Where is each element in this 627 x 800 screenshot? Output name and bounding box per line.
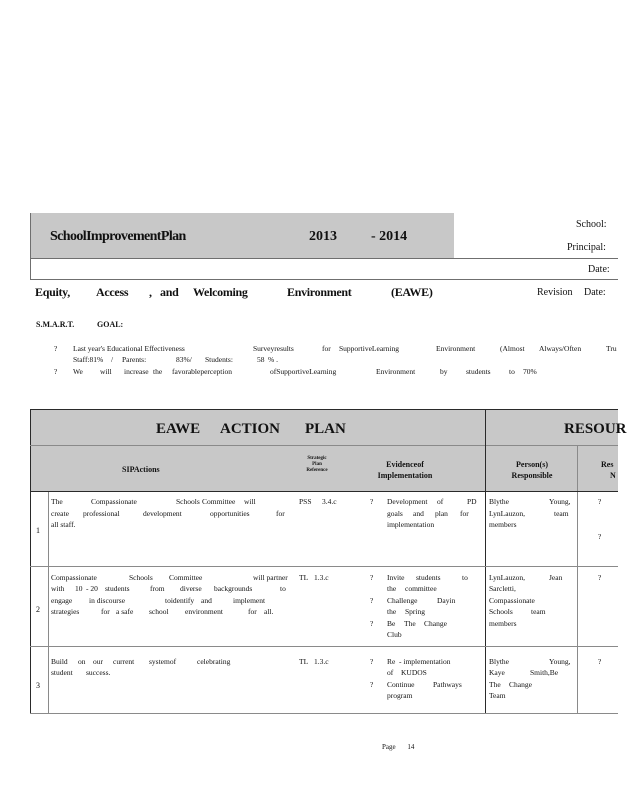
goal-text: % .	[268, 355, 278, 364]
school-label: School:	[576, 219, 607, 230]
reference-text: 1.3.c	[314, 573, 329, 582]
person-text: Change	[509, 680, 532, 689]
header-line: Plan	[312, 462, 322, 467]
goal-text: Students:	[205, 355, 233, 364]
bullet-icon: ?	[54, 367, 58, 376]
table-title-word: PLAN	[305, 421, 346, 437]
principal-label: Principal:	[567, 242, 606, 253]
bullet-icon: ?	[370, 680, 374, 689]
smart-label: S.M.A.R.T.	[36, 320, 75, 329]
evidence-text: the	[387, 584, 397, 593]
table-border	[30, 445, 486, 446]
evidence-text: plan	[435, 509, 448, 518]
goal-text: favorableperception	[172, 367, 232, 376]
table-border	[486, 445, 618, 446]
bullet-icon: ?	[54, 344, 58, 353]
action-text: Build	[51, 657, 68, 666]
evidence-text: and	[413, 509, 424, 518]
action-text: students	[105, 584, 130, 593]
action-text: on	[78, 657, 86, 666]
header-line: Strategic	[307, 456, 327, 461]
header-line: Person(s)	[516, 460, 548, 469]
header-line: Evidenceof	[386, 460, 424, 469]
section-title-word: Access	[96, 285, 129, 299]
header-line: Responsible	[511, 471, 553, 480]
goal-text: Surveyresults	[253, 344, 294, 353]
action-text: for	[101, 607, 110, 616]
action-text: will partner	[253, 573, 288, 582]
person-text: members	[489, 520, 517, 529]
bullet-icon: ?	[598, 573, 602, 582]
evidence-text: - implementation	[399, 657, 451, 666]
evidence-text: for	[460, 509, 469, 518]
evidence-text: Re	[387, 657, 396, 666]
column-header-person	[490, 459, 574, 481]
action-text: Schools	[129, 573, 153, 582]
action-text: student	[51, 668, 73, 677]
action-text: all staff.	[51, 520, 76, 529]
date-label: Date:	[588, 264, 610, 275]
action-text: - 20	[86, 584, 98, 593]
evidence-text: Pathways	[433, 680, 462, 689]
goal-text: Always/Often	[539, 344, 582, 353]
table-border	[30, 646, 618, 647]
resources-title: RESOUR	[564, 421, 627, 437]
action-text: development	[143, 509, 182, 518]
page-footer	[382, 743, 414, 751]
row-number: 3	[36, 681, 40, 690]
column-header-actions: SIPActions	[122, 465, 160, 474]
goal-text: 70%	[523, 367, 537, 376]
bullet-icon: ?	[370, 573, 374, 582]
page-label: Page	[382, 743, 396, 751]
action-text: Committee	[169, 573, 203, 582]
bullet-icon: ?	[370, 619, 374, 628]
bullet-icon: ?	[598, 657, 602, 666]
plan-title: SchoolImprovementPlan	[50, 229, 186, 244]
evidence-text: program	[387, 691, 413, 700]
evidence-text: Club	[387, 630, 402, 639]
goal-text: the	[153, 367, 163, 376]
evidence-text: Development	[387, 497, 428, 506]
reference-text: PSS	[299, 497, 312, 506]
row-number: 2	[36, 605, 40, 614]
person-text: Young,	[549, 657, 571, 666]
bullet-icon: ?	[370, 596, 374, 605]
person-text: Team	[489, 691, 506, 700]
action-text: and	[201, 596, 212, 605]
action-text: engage	[51, 596, 73, 605]
revision-label: Revision	[537, 287, 573, 298]
goal-text: We	[73, 367, 83, 376]
table-border	[30, 566, 618, 567]
person-text: The	[489, 680, 501, 689]
action-text: 10	[75, 584, 83, 593]
action-text: all.	[264, 607, 274, 616]
header-line: N	[610, 471, 616, 480]
action-text: will	[244, 497, 256, 506]
action-text: school	[149, 607, 169, 616]
person-text: Kaye	[489, 668, 505, 677]
evidence-text: to	[462, 573, 468, 582]
header-line: Reference	[306, 468, 328, 473]
person-text: Sarcletti,	[489, 584, 516, 593]
action-text: strategies	[51, 607, 80, 616]
table-border	[485, 409, 486, 714]
person-text: Blythe	[489, 497, 509, 506]
bullet-icon: ?	[370, 657, 374, 666]
year-start: 2013	[309, 229, 337, 244]
section-title-word: (EAWE)	[391, 285, 433, 299]
action-text: to	[280, 584, 286, 593]
action-text: backgrounds	[214, 584, 253, 593]
table-border	[30, 713, 618, 714]
action-text: celebrating	[197, 657, 231, 666]
table-title-word: ACTION	[220, 421, 281, 437]
goal-text: students	[466, 367, 491, 376]
action-text: a safe	[116, 607, 134, 616]
header-line: Res	[601, 460, 614, 469]
evidence-text: Change	[424, 619, 447, 628]
action-text: toidentify	[165, 596, 195, 605]
action-text: success.	[86, 668, 111, 677]
section-title-word: ,	[149, 285, 152, 299]
action-text: systemof	[149, 657, 177, 666]
action-text: opportunities	[210, 509, 250, 518]
evidence-text: goals	[387, 509, 403, 518]
table-title-word: EAWE	[156, 421, 201, 437]
action-text: current	[113, 657, 135, 666]
goal-text: increase	[124, 367, 149, 376]
goal-text: for	[322, 344, 331, 353]
divider	[30, 279, 618, 280]
goal-text: Environment	[436, 344, 476, 353]
evidence-text: Continue	[387, 680, 415, 689]
evidence-text: KUDOS	[401, 668, 427, 677]
person-text: LynLauzon,	[489, 509, 526, 518]
goal-text: SupportiveLearning	[339, 344, 399, 353]
evidence-text: Spring	[405, 607, 426, 616]
column-header-resources	[601, 459, 616, 481]
person-text: LynLauzon,	[489, 573, 526, 582]
evidence-text: Be	[387, 619, 396, 628]
reference-text: TL	[299, 573, 309, 582]
evidence-text: Challenge	[387, 596, 418, 605]
action-text: Compassionate	[51, 573, 97, 582]
evidence-text: students	[416, 573, 441, 582]
column-header-evidence	[355, 459, 455, 481]
header-left-border	[30, 213, 31, 279]
goal-text: by	[440, 367, 448, 376]
goal-text: 58	[257, 355, 265, 364]
person-text: Smith,Be	[530, 668, 559, 677]
evidence-text: PD	[467, 497, 477, 506]
section-title-word: Equity,	[35, 285, 70, 299]
action-text: implement	[233, 596, 266, 605]
person-text: team	[531, 607, 546, 616]
reference-text: 3.4.c	[322, 497, 337, 506]
person-text: team	[554, 509, 569, 518]
evidence-text: Dayin	[437, 596, 456, 605]
person-text: Young,	[549, 497, 571, 506]
table-border	[30, 409, 31, 714]
table-border	[48, 492, 49, 714]
person-text: Jean	[549, 573, 563, 582]
reference-text: 1.3.c	[314, 657, 329, 666]
action-text: The	[51, 497, 63, 506]
evidence-text: The	[404, 619, 416, 628]
table-border	[30, 409, 618, 410]
table-border	[30, 491, 618, 492]
action-text: diverse	[180, 584, 202, 593]
header-line: Implementation	[377, 471, 433, 480]
goal-text: Environment	[376, 367, 416, 376]
year-end: - 2014	[371, 229, 408, 244]
action-text: for	[248, 607, 257, 616]
action-text: Schools	[176, 497, 200, 506]
goal-text: (Almost	[500, 344, 525, 353]
bullet-icon: ?	[370, 497, 374, 506]
row-number: 1	[36, 526, 40, 535]
page-number: 14	[407, 743, 415, 751]
evidence-text: Invite	[387, 573, 405, 582]
person-text: Compassionate	[489, 596, 535, 605]
evidence-text: the	[387, 607, 397, 616]
person-text: Blythe	[489, 657, 509, 666]
goal-label: GOAL:	[97, 320, 124, 329]
evidence-text: implementation	[387, 520, 435, 529]
goal-text: will	[100, 367, 112, 376]
action-text: with	[51, 584, 65, 593]
action-text: Compassionate	[91, 497, 137, 506]
bullet-icon: ?	[598, 497, 602, 506]
divider	[30, 258, 618, 259]
section-title-word: Welcoming	[193, 285, 248, 299]
column-header-reference	[302, 456, 332, 474]
person-text: members	[489, 619, 517, 628]
goal-text: Staff:81%	[73, 355, 104, 364]
section-title-word: Environment	[287, 285, 352, 299]
evidence-text: of	[437, 497, 444, 506]
reference-text: TL	[299, 657, 309, 666]
person-text: Schools	[489, 607, 513, 616]
action-text: environment	[185, 607, 223, 616]
section-title-word: and	[160, 285, 179, 299]
revision-date-label: Date:	[584, 287, 606, 298]
action-text: for	[276, 509, 285, 518]
bullet-icon: ?	[598, 532, 602, 541]
action-text: from	[150, 584, 165, 593]
action-text: in discourse	[89, 596, 126, 605]
evidence-text: committee	[405, 584, 437, 593]
action-text: Committee	[202, 497, 236, 506]
action-text: create	[51, 509, 69, 518]
table-border	[577, 446, 578, 714]
goal-text: to	[509, 367, 515, 376]
goal-text: Tru	[606, 344, 617, 353]
goal-text: Last year's Educational Effectiveness	[73, 344, 185, 353]
goal-text: 83%/	[176, 355, 192, 364]
goal-text: Parents:	[122, 355, 147, 364]
evidence-text: of	[387, 668, 394, 677]
action-text: professional	[83, 509, 120, 518]
action-text: our	[93, 657, 103, 666]
goal-text: /	[111, 355, 114, 364]
goal-text: ofSupportiveLearning	[270, 367, 337, 376]
